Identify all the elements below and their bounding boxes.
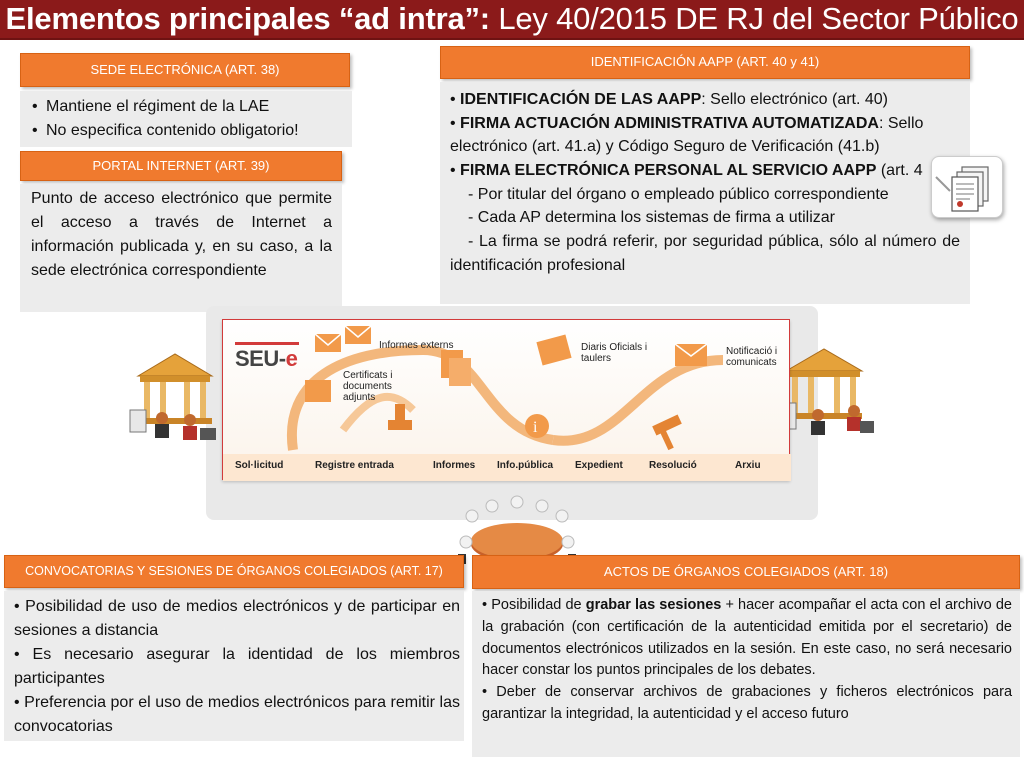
portal-text: Punto de acceso electrónico que permite el acceso a través de Internet a información publicada y, en su caso, a la sede electrónica correspondiente <box>31 190 332 279</box>
portal-box <box>20 184 342 312</box>
diagram-step: Sol·licitud <box>235 460 284 471</box>
identificacion-sub-3: - La firma se podrá referir, por seguridad pública, sólo al número de identificación profesional <box>450 233 960 274</box>
sede-list <box>30 95 344 143</box>
title-bar <box>0 0 1024 40</box>
sede-item: • Mantiene el régiment de la LAE <box>30 95 344 119</box>
seu-logo <box>235 346 297 372</box>
identificacion-item-3-rest: (art. 4 <box>876 162 923 180</box>
identificacion-item-1-bold: IDENTIFICACIÓN DE LAS AAPP <box>460 91 702 108</box>
portal-header: PORTAL INTERNET (ART. 39) <box>20 151 342 181</box>
page-title-rest: Ley 40/2015 DE RJ del Sector Público <box>489 1 1019 36</box>
diagram-graphics <box>223 320 791 481</box>
convocatorias-item: • Es necesario asegurar la identidad de los miembros participantes <box>14 646 460 687</box>
convocatorias-item: • Preferencia por el uso de medios electrónicos para remitir las convocatorias <box>14 694 460 735</box>
diagram-top-label: Diaris Oficials i taulers <box>581 342 648 364</box>
convocatorias-item-text: Preferencia por el uso de medios electrónicos para remitir las convocatorias <box>14 694 460 735</box>
seu-logo-e: e <box>285 346 298 371</box>
page-title-bold: Elementos principales “ad intra”: <box>5 1 490 36</box>
actos-header: ACTOS DE ÓRGANOS COLEGIADOS (ART. 18) <box>472 555 1020 589</box>
actos-item-1-rest: + hacer acompañar el acta con el archivo de la grabación (con certificación de la autenticidad emitida por el secretario) de documentos electrónicos utilizados en la sesión. En este caso, no será necesario hacer constar los puntos principales de los debates. <box>482 597 1012 679</box>
folder-icon <box>305 380 331 402</box>
envelope-icon <box>315 334 341 352</box>
actos-item-1-pre: Posibilidad de <box>491 597 586 613</box>
diagram-step: Info.pública <box>497 460 554 471</box>
identificacion-item-3: • FIRMA ELECTRÓNICA PERSONAL AL SERVICIO AAPP (art. 4 <box>450 162 923 180</box>
identificacion-box <box>440 82 970 304</box>
identificacion-item-2-rest: : Sello electrónico (art. 41.a) y Código Seguro de Verificación (41.b) <box>450 114 924 156</box>
sede-header: SEDE ELECTRÓNICA (ART. 38) <box>20 53 350 87</box>
sede-item: • No especifica contenido obligatorio! <box>30 119 344 143</box>
documents-icon <box>931 156 1003 218</box>
diagram-step: Registre entrada <box>315 460 394 471</box>
actos-item-2: • Deber de conservar archivos de grabaciones y ficheros electrónicos para garantizar la integridad, la autenticidad y el acceso futuro <box>482 684 1013 722</box>
actos-box <box>472 591 1020 757</box>
page-title <box>6 1 1019 37</box>
convocatorias-box <box>4 591 464 741</box>
left-building-icon <box>128 348 222 453</box>
actos-item-2-text: Deber de conservar archivos de grabaciones y ficheros electrónicos para garantizar la integridad, la autenticidad y el acceso futuro <box>482 684 1013 722</box>
diagram-step: Expedient <box>575 460 623 471</box>
sede-box <box>20 91 352 147</box>
identificacion-item-1-rest: : Sello electrónico (art. 40) <box>701 91 888 108</box>
envelope-icon <box>345 326 371 344</box>
identificacion-item-3-bold: FIRMA ELECTRÓNICA PERSONAL AL SERVICIO AAPP <box>460 162 877 180</box>
info-icon <box>525 414 549 438</box>
actos-item-1: • Posibilidad de grabar las sesiones + hacer acompañar el acta con el archivo de la grabación (con certificación de la autenticidad emitida por el secretario) de documentos electrónicos utilizados en la sesión. En este caso, no será necesario hacer constar los puntos principales de los debates. <box>482 597 1012 679</box>
seu-logo-main: SEU- <box>235 346 286 371</box>
convocatorias-header: CONVOCATORIAS Y SESIONES DE ÓRGANOS COLEGIADOS (ART. 17) <box>4 555 464 588</box>
gavel-icon <box>652 415 682 451</box>
convocatorias-item: • Posibilidad de uso de medios electrónicos y de participar en sesiones a distancia <box>14 598 461 639</box>
diagram-step: Resolució <box>649 460 697 471</box>
diagram-top-label: Informes externs <box>379 340 454 351</box>
convocatorias-item-text: Es necesario asegurar la identidad de los miembros participantes <box>14 646 460 687</box>
flow-arrow <box>553 360 723 441</box>
identificacion-item-1: • IDENTIFICACIÓN DE LAS AAPP: Sello electrónico (art. 40) <box>450 91 888 108</box>
identificacion-item-2-bold: FIRMA ACTUACIÓN ADMINISTRATIVA AUTOMATIZADA <box>460 114 879 132</box>
right-building-icon <box>778 345 878 450</box>
actos-item-1-bold: grabar las sesiones <box>585 597 722 613</box>
diagram-top-label: Certificats i documents adjunts <box>343 370 393 403</box>
identificacion-sub-2: - Cada AP determina los sistemas de firma a utilizar <box>468 209 835 227</box>
identificacion-sub-1: - Por titular del órgano o empleado público correspondiente <box>468 185 889 203</box>
seu-logo-bar <box>235 342 299 345</box>
administrative-process-diagram <box>222 319 790 480</box>
diagram-step: Arxiu <box>735 460 761 471</box>
convocatorias-item-text: Posibilidad de uso de medios electrónicos y de participar en sesiones a distancia <box>14 598 461 639</box>
document-icon <box>441 350 471 386</box>
diagram-step: Informes <box>433 460 476 471</box>
identificacion-item-2: • FIRMA ACTUACIÓN ADMINISTRATIVA AUTOMATIZADA: Sello electrónico (art. 41.a) y Código Seguro de Verificación (41.b) <box>450 114 924 156</box>
identificacion-header: IDENTIFICACIÓN AAPP (ART. 40 y 41) <box>440 46 970 79</box>
newspaper-icon <box>536 335 571 366</box>
diagram-top-label: Notificació i comunicats <box>726 346 778 368</box>
mail-icon <box>675 344 707 366</box>
svg-text:i: i <box>533 419 538 436</box>
